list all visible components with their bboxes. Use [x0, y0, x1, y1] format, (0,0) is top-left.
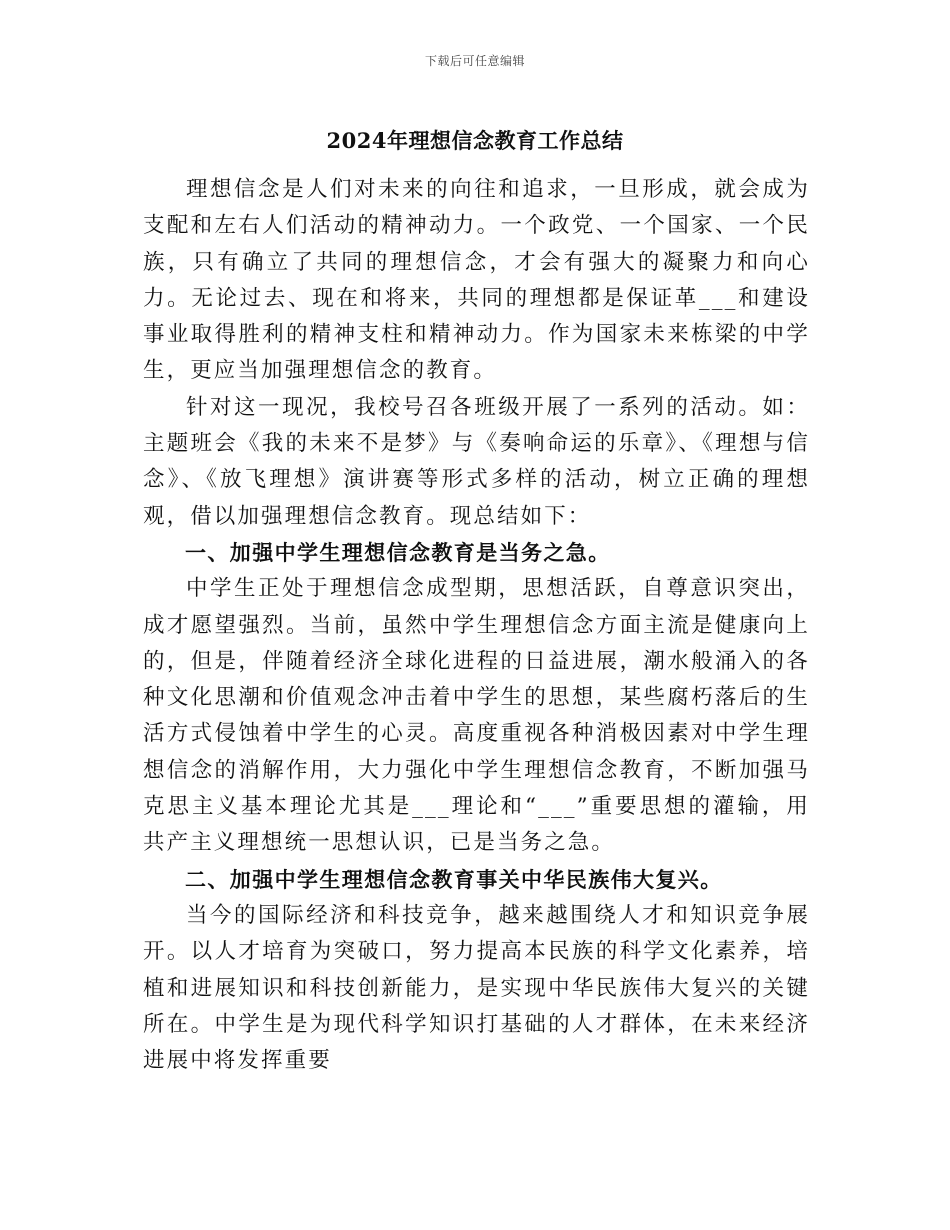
- document-title: 2024年理想信念教育工作总结: [326, 128, 624, 153]
- document-body: [143, 172, 810, 1079]
- section-heading-1: 一、加强中学生理想信念教育是当务之急。: [185, 539, 611, 565]
- paragraph-activities: 针对这一现况，我校号召各班级开展了一系列的活动。如：主题班会《我的未来不是梦》与《奏响命运的乐章》、《理想与信念》、《放飞理想》演讲赛等形式多样的活动，树立正确的理想观，借以加强理想信念教育。现总结如下：: [143, 394, 810, 529]
- header-note: 下载后可任意编辑: [424, 54, 525, 68]
- paragraph-section-1: 中学生正处于理想信念成型期，思想活跃，自尊意识突出，成才愿望强烈。当前，虽然中学生理想信念方面主流是健康向上的，但是，伴随着经济全球化进程的日益进展，潮水般涌入的各种文化思潮和价值观念冲击着中学生的思想，某些腐朽落后的生活方式侵蚀着中学生的心灵。高度重视各种消极因素对中学生理想信念的消解作用，大力强化中学生理想信念教育，不断加强马克思主义基本理论尤其是___理论和“___”重要思想的灌输，用共产主义理想统一思想认识，已是当务之急。: [143, 576, 810, 856]
- paragraph-section-2: 当今的国际经济和科技竞争，越来越围绕人才和知识竞争展开。以人才培育为突破口，努力提高本民族的科学文化素养，培植和进展知识和科技创新能力，是实现中华民族伟大复兴的关键所在。中学生是为现代科学知识打基础的人才群体，在未来经济进展中将发挥重要: [143, 902, 810, 1074]
- section-heading-2: 二、加强中学生理想信念教育事关中华民族伟大复兴。: [185, 866, 723, 892]
- paragraph-intro: 理想信念是人们对未来的向往和追求，一旦形成，就会成为支配和左右人们活动的精神动力。一个政党、一个国家、一个民族，只有确立了共同的理想信念，才会有强大的凝聚力和向心力。无论过去、现在和将来，共同的理想都是保证革___和建设事业取得胜利的精神支柱和精神动力。作为国家未来栋梁的中学生，更应当加强理想信念的教育。: [143, 177, 810, 384]
